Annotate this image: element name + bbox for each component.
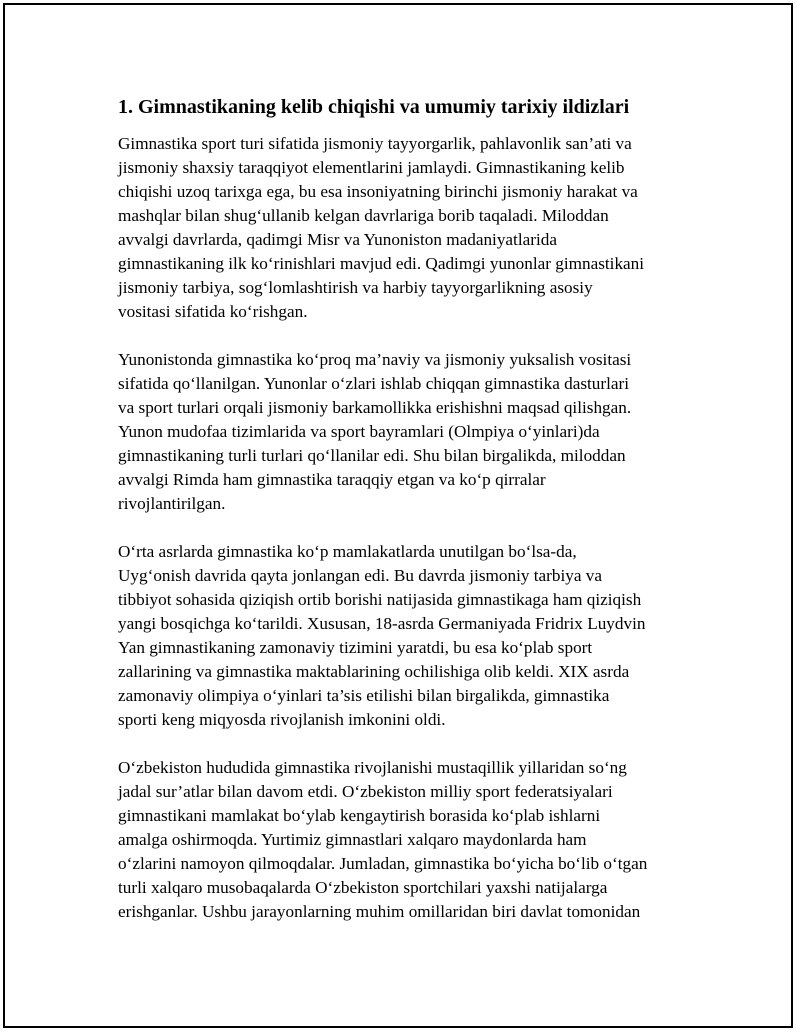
paragraph-line: Oʻrta asrlarda gimnastika koʻp mamlakatlarda unutilgan boʻlsa-da,: [118, 542, 577, 561]
paragraph-4: [118, 756, 698, 924]
paragraph-line: tibbiyot sohasida qiziqish ortib borishi natijasida gimnastikaga ham qiziqish: [118, 590, 642, 609]
paragraph-line: yangi bosqichga koʻtarildi. Xususan, 18-asrda Germaniyada Fridrix Luydvin: [118, 614, 646, 633]
paragraph-line: rivojlantirilgan.: [118, 494, 226, 513]
paragraph-line: Yunonistonda gimnastika koʻproq ma’naviy va jismoniy yuksalish vositasi: [118, 350, 632, 369]
paragraph-line: Gimnastika sport turi sifatida jismoniy tayyorgarlik, pahlavonlik san’ati va: [118, 134, 632, 153]
paragraph-line: turli xalqaro musobaqalarda Oʻzbekiston sportchilari yaxshi natijalarga: [118, 878, 608, 897]
paragraph-line: gimnastikani mamlakat boʻylab kengaytirish borasida koʻplab ishlarni: [118, 806, 601, 825]
paragraph-line: Yunon mudofaa tizimlarida va sport bayramlari (Olmpiya oʻyinlari)da: [118, 422, 600, 441]
paragraph-line: mashqlar bilan shugʻullanib kelgan davrlariga borib taqaladi. Miloddan: [118, 206, 609, 225]
paragraph-3: [118, 540, 698, 732]
paragraph-line: chiqishi uzoq tarixga ega, bu esa insoniyatning birinchi jismoniy harakat va: [118, 182, 638, 201]
paragraph-line: amalga oshirmoqda. Yurtimiz gimnastlari xalqaro maydonlarda ham: [118, 830, 587, 849]
paragraph-line: Uygʻonish davrida qayta jonlangan edi. Bu davrda jismoniy tarbiya va: [118, 566, 602, 585]
paragraph-line: avvalgi davrlarda, qadimgi Misr va Yunoniston madaniyatlarida: [118, 230, 557, 249]
paragraph-line: zamonaviy olimpiya oʻyinlari ta’sis etilishi bilan birgalikda, gimnastika: [118, 686, 610, 705]
paragraph-line: oʻzlarini namoyon qilmoqdalar. Jumladan, gimnastika boʻyicha boʻlib oʻtgan: [118, 854, 648, 873]
paragraph-line: erishganlar. Ushbu jarayonlarning muhim omillaridan biri davlat tomonidan: [118, 902, 641, 921]
paragraph-2: [118, 348, 698, 516]
paragraph-line: Yan gimnastikaning zamonaviy tizimini yaratdi, bu esa koʻplab sport: [118, 638, 593, 657]
paragraph-line: Oʻzbekiston hududida gimnastika rivojlanishi mustaqillik yillaridan soʻng: [118, 758, 627, 777]
paragraph-line: avvalgi Rimda ham gimnastika taraqqiy etgan va koʻp qirralar: [118, 470, 546, 489]
paragraph-line: vositasi sifatida koʻrishgan.: [118, 302, 308, 321]
paragraph-line: jismoniy tarbiya, sogʻlomlashtirish va harbiy tayyorgarlikning asosiy: [118, 278, 593, 297]
paragraph-line: gimnastikaning ilk koʻrinishlari mavjud edi. Qadimgi yunonlar gimnastikani: [118, 254, 645, 273]
paragraph-line: jadal sur’atlar bilan davom etdi. Oʻzbekiston milliy sport federatsiyalari: [118, 782, 613, 801]
paragraph-1: [118, 132, 698, 324]
paragraph-line: zallarining va gimnastika maktablarining ochilishiga olib keldi. XIX asrda: [118, 662, 630, 681]
paragraph-line: sifatida qoʻllanilgan. Yunonlar oʻzlari ishlab chiqqan gimnastika dasturlari: [118, 374, 630, 393]
paragraph-line: gimnastikaning turli turlari qoʻllanilar edi. Shu bilan birgalikda, miloddan: [118, 446, 626, 465]
paragraph-line: va sport turlari orqali jismoniy barkamollikka erishishni maqsad qilishgan.: [118, 398, 632, 417]
paragraph-line: jismoniy shaxsiy taraqqiyot elementlarini jamlaydi. Gimnastikaning kelib: [118, 158, 625, 177]
section-heading: 1. Gimnastikaning kelib chiqishi va umumiy tarixiy ildizlari: [118, 96, 630, 118]
document-body: [118, 92, 698, 948]
paragraph-line: sporti keng miqyosda rivojlanish imkonini oldi.: [118, 710, 446, 729]
